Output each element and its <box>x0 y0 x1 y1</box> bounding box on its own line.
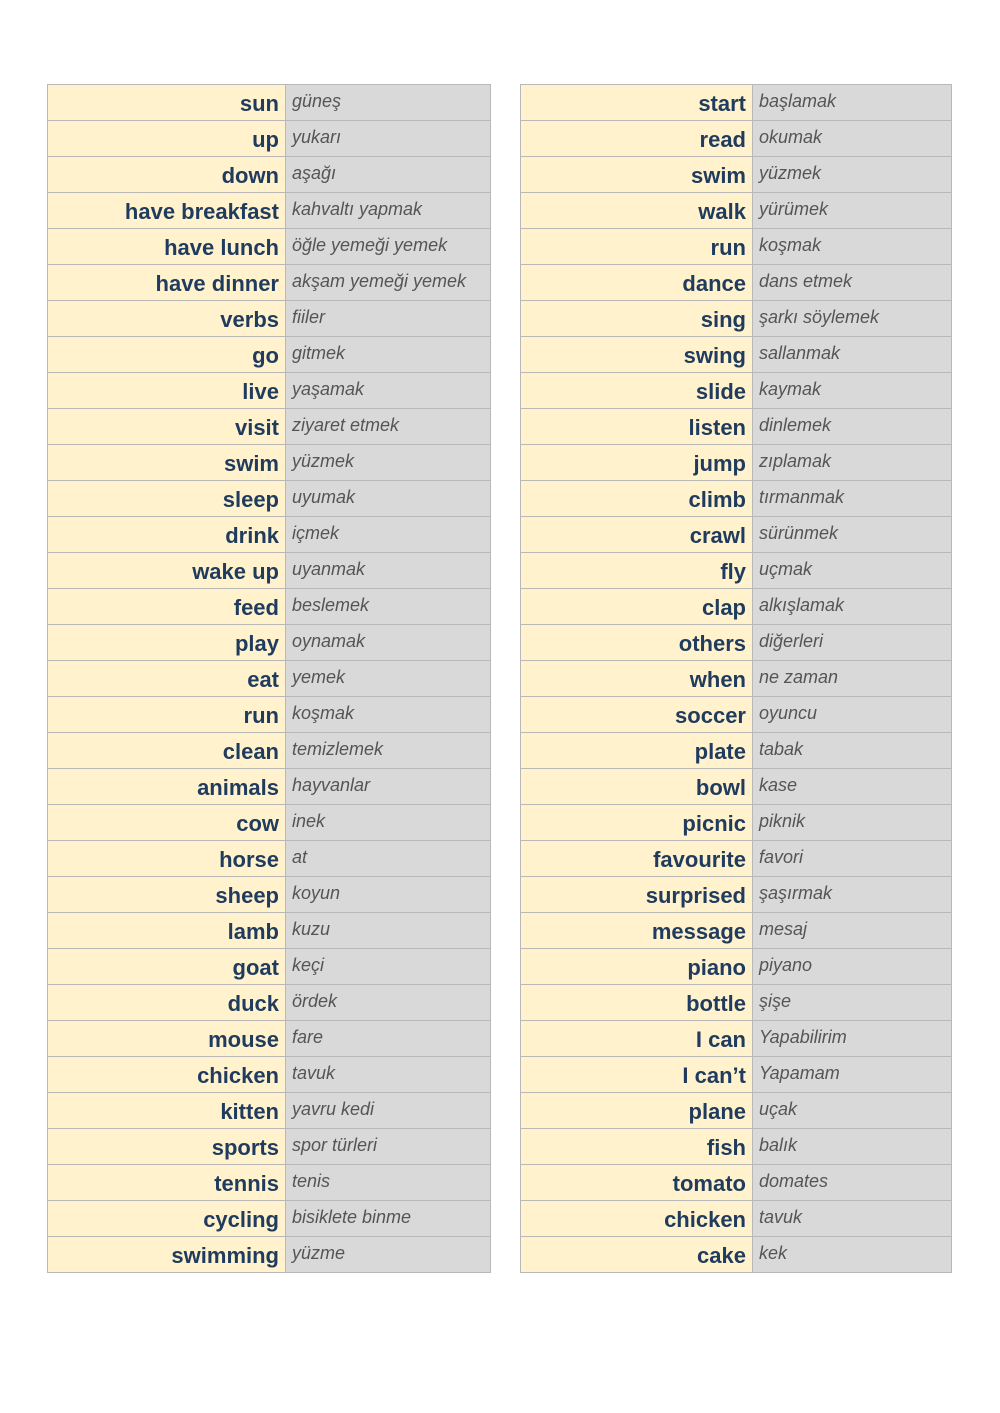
english-word: cycling <box>48 1201 286 1237</box>
english-word: wake up <box>48 553 286 589</box>
turkish-translation: güneş <box>286 85 491 121</box>
turkish-translation: gitmek <box>286 337 491 373</box>
english-word: listen <box>521 409 753 445</box>
vocab-row <box>48 805 491 841</box>
vocab-row <box>521 805 952 841</box>
english-word: go <box>48 337 286 373</box>
turkish-translation: tenis <box>286 1165 491 1201</box>
english-word: clean <box>48 733 286 769</box>
english-word: sun <box>48 85 286 121</box>
turkish-translation: şarkı söylemek <box>753 301 952 337</box>
vocab-row <box>48 1165 491 1201</box>
turkish-translation: içmek <box>286 517 491 553</box>
turkish-translation: uyumak <box>286 481 491 517</box>
turkish-translation: keçi <box>286 949 491 985</box>
turkish-translation: bisiklete binme <box>286 1201 491 1237</box>
vocab-row <box>48 481 491 517</box>
english-word: climb <box>521 481 753 517</box>
english-word: verbs <box>48 301 286 337</box>
vocab-row <box>521 1237 952 1273</box>
turkish-translation: hayvanlar <box>286 769 491 805</box>
english-word: bowl <box>521 769 753 805</box>
vocab-row <box>521 337 952 373</box>
english-word: jump <box>521 445 753 481</box>
english-word: cow <box>48 805 286 841</box>
vocab-row <box>48 769 491 805</box>
vocab-row <box>521 1165 952 1201</box>
english-word: chicken <box>521 1201 753 1237</box>
english-word: visit <box>48 409 286 445</box>
turkish-translation: kek <box>753 1237 952 1273</box>
turkish-translation: yüzme <box>286 1237 491 1273</box>
vocab-row <box>48 157 491 193</box>
turkish-translation: yemek <box>286 661 491 697</box>
turkish-translation: inek <box>286 805 491 841</box>
vocab-row <box>48 1021 491 1057</box>
turkish-translation: mesaj <box>753 913 952 949</box>
english-word: tennis <box>48 1165 286 1201</box>
vocab-row <box>48 913 491 949</box>
english-word: slide <box>521 373 753 409</box>
vocab-row <box>521 481 952 517</box>
turkish-translation: at <box>286 841 491 877</box>
vocab-row <box>521 1129 952 1165</box>
turkish-translation: temizlemek <box>286 733 491 769</box>
english-word: horse <box>48 841 286 877</box>
turkish-translation: şaşırmak <box>753 877 952 913</box>
turkish-translation: yürümek <box>753 193 952 229</box>
turkish-translation: piyano <box>753 949 952 985</box>
turkish-translation: favori <box>753 841 952 877</box>
vocab-row <box>48 1057 491 1093</box>
vocab-row <box>48 193 491 229</box>
vocab-row <box>48 409 491 445</box>
turkish-translation: sallanmak <box>753 337 952 373</box>
turkish-translation: koşmak <box>753 229 952 265</box>
english-word: have lunch <box>48 229 286 265</box>
vocab-table-left-body <box>48 85 491 1273</box>
english-word: plane <box>521 1093 753 1129</box>
vocab-row <box>48 877 491 913</box>
vocab-row <box>521 949 952 985</box>
vocab-row <box>48 445 491 481</box>
english-word: fish <box>521 1129 753 1165</box>
english-word: duck <box>48 985 286 1021</box>
turkish-translation: spor türleri <box>286 1129 491 1165</box>
english-word: soccer <box>521 697 753 733</box>
turkish-translation: Yapabilirim <box>753 1021 952 1057</box>
english-word: chicken <box>48 1057 286 1093</box>
turkish-translation: tabak <box>753 733 952 769</box>
english-word: goat <box>48 949 286 985</box>
vocab-row <box>48 337 491 373</box>
english-word: up <box>48 121 286 157</box>
english-word: swim <box>48 445 286 481</box>
english-word: I can’t <box>521 1057 753 1093</box>
turkish-translation: dans etmek <box>753 265 952 301</box>
english-word: swimming <box>48 1237 286 1273</box>
turkish-translation: yüzmek <box>753 157 952 193</box>
vocab-row <box>521 661 952 697</box>
turkish-translation: yavru kedi <box>286 1093 491 1129</box>
vocab-row <box>521 229 952 265</box>
english-word: I can <box>521 1021 753 1057</box>
turkish-translation: piknik <box>753 805 952 841</box>
turkish-translation: oynamak <box>286 625 491 661</box>
vocab-row <box>521 697 952 733</box>
vocab-row <box>48 1237 491 1273</box>
vocab-row <box>48 625 491 661</box>
english-word: piano <box>521 949 753 985</box>
english-word: live <box>48 373 286 409</box>
english-word: sleep <box>48 481 286 517</box>
english-word: swim <box>521 157 753 193</box>
vocab-row <box>48 265 491 301</box>
english-word: sheep <box>48 877 286 913</box>
vocab-row <box>521 1201 952 1237</box>
vocab-row <box>521 193 952 229</box>
turkish-translation: domates <box>753 1165 952 1201</box>
turkish-translation: okumak <box>753 121 952 157</box>
vocab-row <box>48 733 491 769</box>
turkish-translation: tavuk <box>753 1201 952 1237</box>
vocab-row <box>48 301 491 337</box>
english-word: have dinner <box>48 265 286 301</box>
english-word: drink <box>48 517 286 553</box>
vocab-row <box>48 985 491 1021</box>
vocab-row <box>521 625 952 661</box>
turkish-translation: oyuncu <box>753 697 952 733</box>
turkish-translation: zıplamak <box>753 445 952 481</box>
turkish-translation: tırmanmak <box>753 481 952 517</box>
vocab-row <box>521 265 952 301</box>
vocab-row <box>521 985 952 1021</box>
turkish-translation: kase <box>753 769 952 805</box>
english-word: when <box>521 661 753 697</box>
turkish-translation: ördek <box>286 985 491 1021</box>
vocab-row <box>48 589 491 625</box>
english-word: eat <box>48 661 286 697</box>
english-word: sing <box>521 301 753 337</box>
english-word: walk <box>521 193 753 229</box>
vocab-row <box>521 589 952 625</box>
vocab-table-right <box>520 84 952 1273</box>
english-word: down <box>48 157 286 193</box>
turkish-translation: aşağı <box>286 157 491 193</box>
english-word: dance <box>521 265 753 301</box>
turkish-translation: uçmak <box>753 553 952 589</box>
vocab-row <box>521 769 952 805</box>
vocab-row <box>48 121 491 157</box>
vocab-row <box>48 661 491 697</box>
english-word: run <box>48 697 286 733</box>
english-word: clap <box>521 589 753 625</box>
english-word: others <box>521 625 753 661</box>
english-word: message <box>521 913 753 949</box>
turkish-translation: kuzu <box>286 913 491 949</box>
english-word: surprised <box>521 877 753 913</box>
turkish-translation: dinlemek <box>753 409 952 445</box>
turkish-translation: başlamak <box>753 85 952 121</box>
turkish-translation: kaymak <box>753 373 952 409</box>
turkish-translation: ziyaret etmek <box>286 409 491 445</box>
english-word: kitten <box>48 1093 286 1129</box>
vocab-row <box>521 85 952 121</box>
vocab-row <box>521 157 952 193</box>
turkish-translation: yaşamak <box>286 373 491 409</box>
english-word: plate <box>521 733 753 769</box>
vocab-row <box>521 841 952 877</box>
vocab-row <box>48 1201 491 1237</box>
english-word: mouse <box>48 1021 286 1057</box>
english-word: lamb <box>48 913 286 949</box>
turkish-translation: yüzmek <box>286 445 491 481</box>
vocab-table-left <box>47 84 491 1273</box>
english-word: animals <box>48 769 286 805</box>
english-word: sports <box>48 1129 286 1165</box>
vocab-row <box>48 1129 491 1165</box>
turkish-translation: diğerleri <box>753 625 952 661</box>
english-word: run <box>521 229 753 265</box>
turkish-translation: alkışlamak <box>753 589 952 625</box>
vocab-row <box>521 517 952 553</box>
english-word: feed <box>48 589 286 625</box>
vocab-row <box>521 301 952 337</box>
turkish-translation: akşam yemeği yemek <box>286 265 491 301</box>
english-word: have breakfast <box>48 193 286 229</box>
turkish-translation: fare <box>286 1021 491 1057</box>
english-word: fly <box>521 553 753 589</box>
english-word: play <box>48 625 286 661</box>
turkish-translation: balık <box>753 1129 952 1165</box>
english-word: crawl <box>521 517 753 553</box>
turkish-translation: koyun <box>286 877 491 913</box>
turkish-translation: tavuk <box>286 1057 491 1093</box>
turkish-translation: Yapamam <box>753 1057 952 1093</box>
english-word: swing <box>521 337 753 373</box>
vocab-row <box>521 553 952 589</box>
vocab-row <box>521 1093 952 1129</box>
turkish-translation: uçak <box>753 1093 952 1129</box>
vocab-row <box>521 121 952 157</box>
turkish-translation: ne zaman <box>753 661 952 697</box>
vocab-row <box>48 553 491 589</box>
vocab-row <box>521 913 952 949</box>
turkish-translation: fiiler <box>286 301 491 337</box>
vocab-row <box>48 841 491 877</box>
english-word: favourite <box>521 841 753 877</box>
vocab-row <box>48 85 491 121</box>
vocab-row <box>48 229 491 265</box>
vocab-row <box>48 949 491 985</box>
vocab-row <box>521 1021 952 1057</box>
vocab-row <box>521 1057 952 1093</box>
turkish-translation: koşmak <box>286 697 491 733</box>
english-word: tomato <box>521 1165 753 1201</box>
english-word: read <box>521 121 753 157</box>
turkish-translation: kahvaltı yapmak <box>286 193 491 229</box>
vocab-row <box>521 409 952 445</box>
vocab-row <box>521 445 952 481</box>
turkish-translation: uyanmak <box>286 553 491 589</box>
turkish-translation: sürünmek <box>753 517 952 553</box>
english-word: picnic <box>521 805 753 841</box>
english-word: bottle <box>521 985 753 1021</box>
turkish-translation: yukarı <box>286 121 491 157</box>
turkish-translation: beslemek <box>286 589 491 625</box>
vocab-row <box>48 373 491 409</box>
turkish-translation: şişe <box>753 985 952 1021</box>
vocab-row <box>521 733 952 769</box>
vocab-row <box>521 373 952 409</box>
english-word: start <box>521 85 753 121</box>
vocab-row <box>48 697 491 733</box>
vocab-row <box>48 1093 491 1129</box>
vocab-table-right-body <box>521 85 952 1273</box>
turkish-translation: öğle yemeği yemek <box>286 229 491 265</box>
vocab-row <box>521 877 952 913</box>
vocab-row <box>48 517 491 553</box>
english-word: cake <box>521 1237 753 1273</box>
